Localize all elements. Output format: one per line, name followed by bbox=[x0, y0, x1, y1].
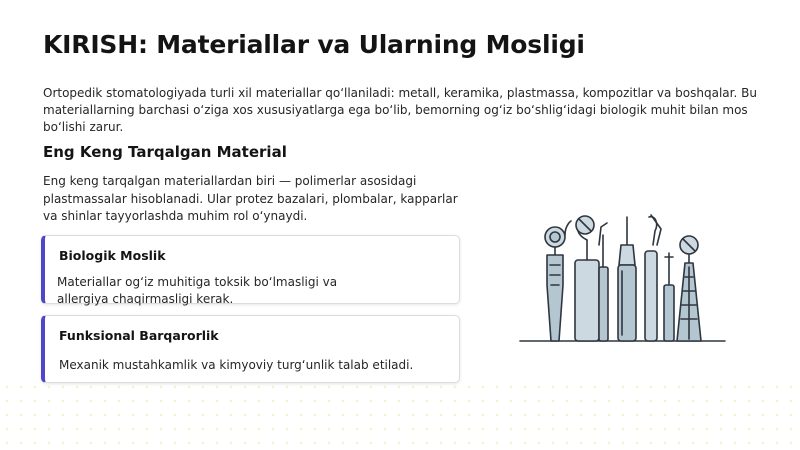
card-biological-compatibility bbox=[41, 235, 460, 304]
thin-pick-icon bbox=[664, 253, 674, 341]
section-heading: Eng Keng Tarqalgan Material bbox=[43, 143, 287, 161]
mirror-icon bbox=[677, 236, 701, 341]
probe-icon bbox=[565, 221, 599, 341]
background-dots bbox=[0, 380, 800, 450]
curette-icon bbox=[645, 215, 661, 341]
section-paragraph: Eng keng tarqalgan materiallardan biri — polimerlar asosidagi plastmassalar hisoblanadi. Ular protez bazalari, plombalar, kapparlar va shinlar tayyorlashda muhim rol o‘ynaydi. bbox=[43, 174, 458, 223]
mouth-mirror-icon bbox=[545, 227, 565, 341]
intro-paragraph: Ortopedik stomatologiyada turli xil materiallar qo‘llaniladi: metall, keramika, plastmassa, kompozitlar va boshqalar. Bu materiallarning barchasi o‘ziga xos xususiyatlarga ega bo‘lib, bemorning og‘iz bo‘shlig‘idagi biologik muhit bilan mos bo‘lishi zarur. bbox=[43, 86, 757, 134]
card-text: Materiallar og‘iz muhitiga toksik bo‘lmasligi va allergiya chaqirmasligi kerak. bbox=[57, 275, 338, 306]
dental-instruments-icon bbox=[515, 205, 730, 350]
card-title: Biologik Moslik bbox=[59, 248, 166, 263]
card-text: Mexanik mustahkamlik va kimyoviy turg‘unlik talab etiladi. bbox=[59, 358, 414, 372]
card-title: Funksional Barqarorlik bbox=[59, 328, 219, 343]
card-functional-stability bbox=[41, 315, 460, 383]
scaler-icon bbox=[618, 217, 636, 341]
page-title: KIRISH: Materiallar va Ularning Mosligi bbox=[43, 30, 585, 59]
